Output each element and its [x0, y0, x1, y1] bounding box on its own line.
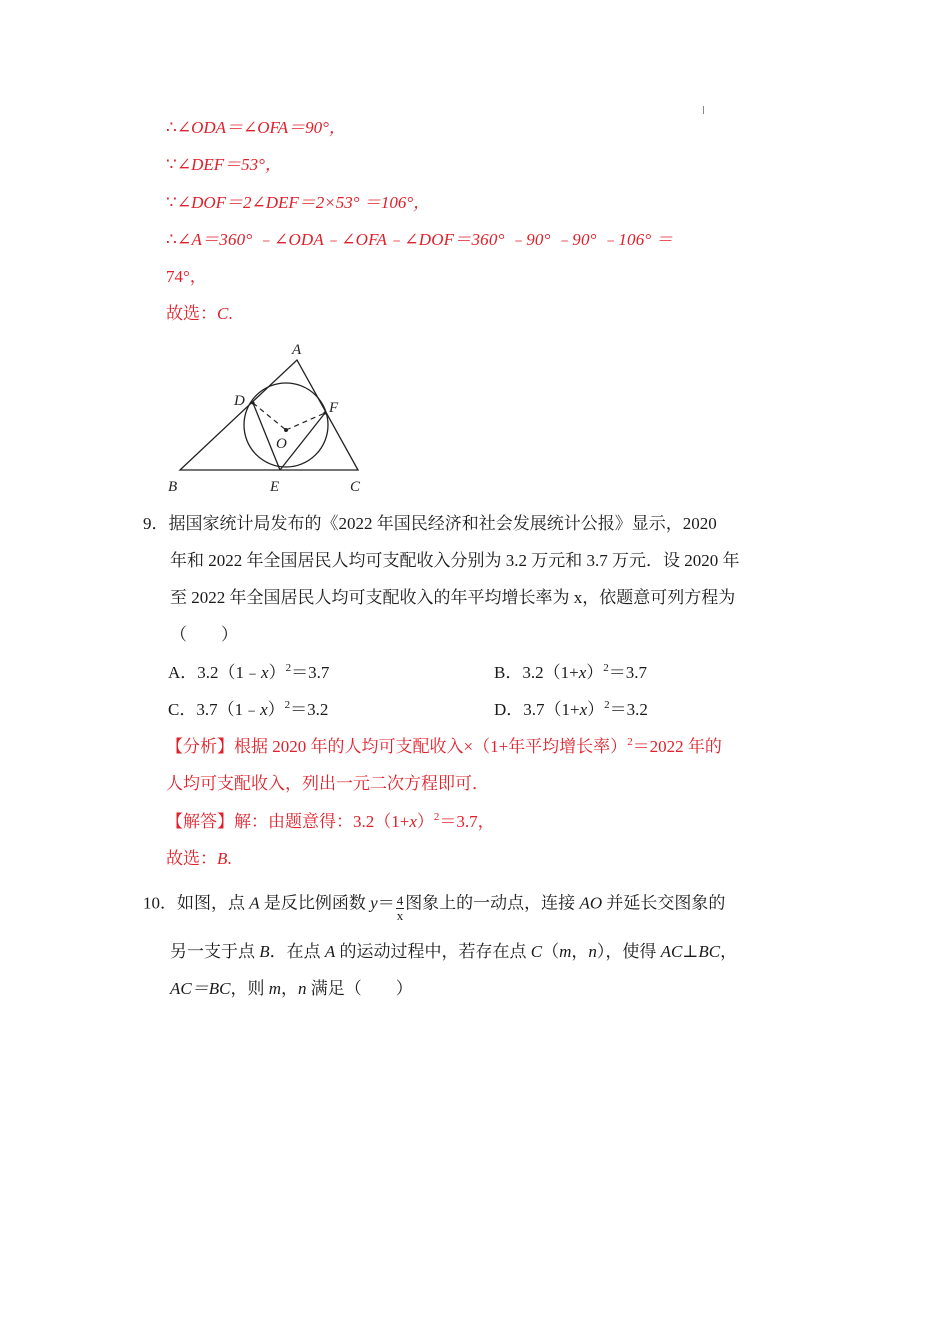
answer-blank: （ ） — [170, 625, 238, 644]
option-text: ＝3.2 — [290, 700, 329, 719]
q8-solution-line-1 — [166, 116, 346, 140]
analysis-tag: 【分析】 — [166, 737, 234, 756]
q10-stem-line-1 — [143, 890, 726, 923]
stem-text: ．在点 — [269, 942, 325, 961]
q8-solution-line-5 — [166, 265, 207, 289]
label-O: O — [276, 436, 287, 452]
variable: m — [559, 942, 572, 961]
variable: x — [261, 663, 269, 682]
choice-value: C — [217, 304, 229, 323]
q10-stem-line-2 — [170, 940, 737, 964]
q9-option-D — [494, 698, 648, 722]
stem-text: ， — [280, 979, 298, 998]
q10-stem-line-3 — [170, 977, 413, 1001]
option-label: C． — [168, 700, 197, 719]
variable: AC⊥BC — [660, 942, 721, 961]
analysis-text: ＝2022 年的 — [632, 737, 722, 756]
page-marker — [703, 106, 704, 114]
q8-choice-line — [166, 302, 233, 326]
stem-text: 满足（ ） — [306, 979, 413, 998]
answer-tag: 【解答】 — [166, 812, 234, 831]
option-text: ） — [586, 663, 604, 682]
stem-text: 年和 2022 年全国居民人均可支配收入分别为 3.2 万元和 3.7 万元．设 2020 年 — [170, 551, 740, 570]
stem-text: 另一支于点 — [170, 942, 260, 961]
q9-stem-line-3 — [170, 586, 735, 610]
q9-analysis-line-2 — [166, 772, 489, 796]
stem-text: 如图，点 — [177, 893, 250, 913]
because-symbol: ∵ — [166, 193, 177, 212]
stem-text: ＝ — [377, 893, 395, 913]
stem-text: 图象上的一动点，连接 — [405, 893, 580, 913]
option-label: B． — [494, 663, 523, 682]
therefore-symbol: ∴ — [166, 230, 178, 249]
q8-expr-5: 74°， — [166, 267, 207, 286]
q8-expr-2: ∠DEF＝53°， — [176, 155, 282, 174]
variable: B — [259, 942, 270, 961]
variable: A — [324, 942, 336, 961]
variable: x — [578, 663, 587, 682]
option-label: A． — [168, 663, 198, 682]
option-text: ＝3.7 — [291, 663, 330, 682]
label-C: C — [350, 479, 361, 495]
q9-answer-line — [166, 810, 495, 834]
stem-text: 并延长交图象的 — [602, 893, 726, 913]
variable: x — [409, 812, 417, 831]
question-number: 9． — [143, 514, 169, 533]
analysis-text: 根据 2020 年的人均可支配收入×（1+年平均增长率） — [234, 737, 628, 756]
option-text: ） — [268, 663, 286, 682]
answer-text: ） — [416, 812, 434, 831]
option-label: D． — [494, 700, 524, 719]
choice-label: 故选： — [166, 849, 217, 868]
q8-solution-line-3 — [166, 191, 430, 215]
question-number: 10． — [143, 893, 177, 913]
period: . — [228, 304, 233, 323]
option-text: 3.2（1﹣ — [197, 663, 262, 682]
q9-stem-line-1 — [143, 512, 717, 536]
option-text: ＝3.7 — [608, 663, 647, 682]
numerator: 4 — [396, 893, 404, 908]
q9-option-B — [494, 661, 647, 685]
q9-option-C — [168, 698, 328, 722]
option-text: ） — [587, 700, 605, 719]
analysis-text: 人均可支配收入，列出一元二次方程即可． — [166, 774, 489, 793]
stem-text: （ — [542, 942, 560, 961]
stem-text: 是反比例函数 — [259, 893, 371, 913]
label-A: A — [292, 342, 302, 358]
option-text: ） — [267, 700, 285, 719]
label-F: F — [329, 400, 339, 416]
q9-choice-line — [166, 847, 232, 871]
triangle-incircle-figure — [160, 335, 380, 500]
exponent: 2 — [284, 699, 291, 711]
exponent: 2 — [603, 662, 609, 674]
label-D: D — [234, 393, 245, 409]
stem-text: ，则 — [230, 979, 269, 998]
variable: y — [370, 893, 378, 913]
q8-expr-1: ∠ODA＝∠OFA＝90°， — [176, 118, 346, 137]
option-text: 3.7（1+ — [523, 700, 580, 719]
choice-value: B — [217, 849, 228, 868]
exponent: 2 — [433, 811, 440, 823]
stem-text: ， — [571, 942, 589, 961]
label-B: B — [168, 479, 178, 495]
because-symbol: ∵ — [166, 155, 177, 174]
stem-text: 据国家统计局发布的《2022 年国民经济和社会发展统计公报》显示，2020 — [168, 514, 717, 533]
stem-text: ），使得 — [596, 942, 661, 961]
stem-text: 的运动过程中，若存在点 — [335, 942, 531, 961]
variable: m — [268, 979, 281, 998]
variable: n — [588, 942, 597, 961]
exponent: 2 — [627, 736, 633, 748]
choice-label: 故选： — [166, 304, 217, 323]
exponent: 2 — [604, 699, 610, 711]
q9-analysis-line-1 — [166, 735, 722, 759]
variable: n — [297, 979, 307, 998]
variable: C — [530, 942, 543, 961]
fraction-4-over-x — [396, 894, 405, 923]
variable: AO — [579, 893, 603, 913]
denominator: x — [396, 908, 404, 923]
q9-option-A — [168, 661, 329, 685]
option-text: ＝3.2 — [609, 700, 648, 719]
period: . — [227, 849, 232, 868]
q9-stem-line-2 — [170, 549, 740, 573]
variable: AC＝BC — [170, 979, 231, 998]
answer-text: ＝3.7， — [439, 812, 495, 831]
variable: x — [579, 700, 588, 719]
stem-text: ， — [720, 942, 738, 961]
q8-solution-line-4 — [166, 228, 673, 252]
variable: x — [260, 700, 268, 719]
stem-text: 至 2022 年全国居民人均可支配收入的年平均增长率为 x，依题意可列方程为 — [170, 588, 736, 607]
q8-solution-line-2 — [166, 153, 282, 177]
q8-expr-3: ∠DOF＝2∠DEF＝2×53° ＝106°， — [176, 193, 431, 212]
variable: A — [249, 893, 260, 913]
q9-stem-line-4 — [170, 623, 238, 647]
therefore-symbol: ∴ — [166, 118, 177, 137]
q8-expr-4: ∠A＝360° ﹣∠ODA﹣∠OFA﹣∠DOF＝360° ﹣90° ﹣90° ﹣106° ＝ — [177, 230, 674, 249]
answer-text: 解：由题意得：3.2（1+ — [234, 812, 410, 831]
option-text: 3.7（1﹣ — [196, 700, 261, 719]
exponent: 2 — [285, 662, 292, 674]
option-text: 3.2（1+ — [522, 663, 579, 682]
label-E: E — [270, 479, 280, 495]
